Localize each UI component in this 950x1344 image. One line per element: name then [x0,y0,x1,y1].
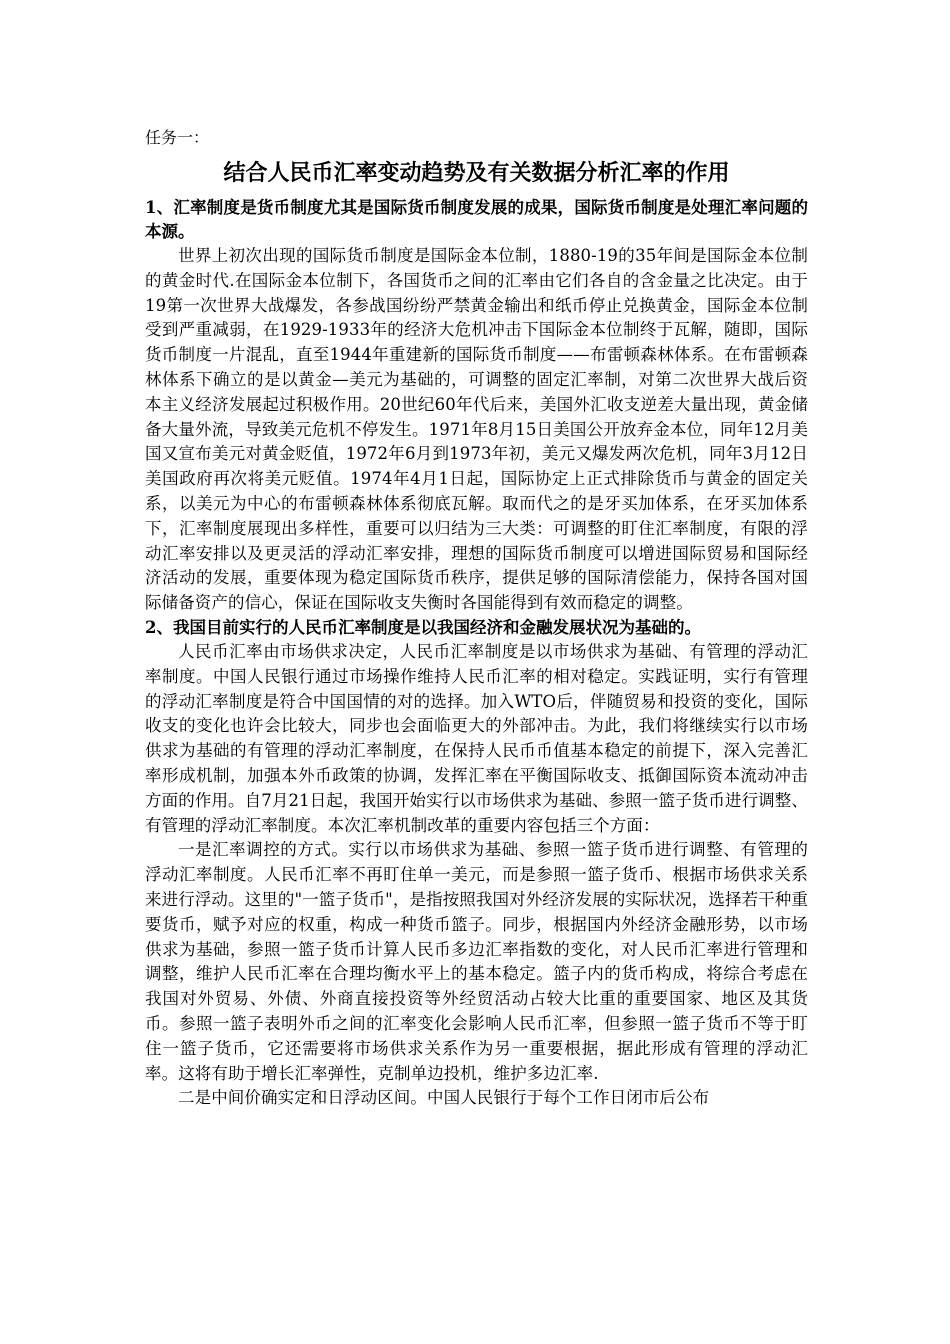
body-paragraph: 世界上初次出现的国际货币制度是国际金本位制，1880-19的35年间是国际金本位制的黄金时代.在国际金本位制下，各国货币之间的汇率由它们各自的含金量之比决定。由于19第一次世界大战爆发，各参战国纷纷严禁黄金输出和纸币停止兑换黄金，国际金本位制受到严重减弱，在1929-1933年的经济大危机冲击下国际金本位制终于瓦解，随即，国际货币制度一片混乱，直至1944年重建新的国际货币制度——布雷顿森林体系。在布雷顿森林体系下确立的是以黄金—美元为基础的，可调整的固定汇率制，对第二次世界大战后资本主义经济发展起过积极作用。20世纪60年代后来，美国外汇收支逆差大量出现，黄金储备大量外流，导致美元危机不停发生。1971年8月15日美国公开放弃金本位，同年12月美国又宣布美元对黄金贬值，1972年6月到1973年初，美元又爆发两次危机，同年3月12日美国政府再次将美元贬值。1974年4月1日起，国际协定上正式排除货币与黄金的固定关系，以美元为中心的布雷顿森林体系彻底瓦解。取而代之的是牙买加体系，在牙买加体系下，汇率制度展现出多样性，重要可以归结为三大类：可调整的盯住汇率制度，有限的浮动汇率安排以及更灵活的浮动汇率安排，理想的国际货币制度可以增进国际贸易和国际经济活动的发展，重要体现为稳定国际货币秩序，提供足够的国际清偿能力，保持各国对国际储备资产的信心，保证在国际收支失衡时各国能得到有效而稳定的调整。 [145,246,808,613]
body-paragraph: 人民币汇率由市场供求决定，人民币汇率制度是以市场供求为基础、有管理的浮动汇率制度。中国人民银行通过市场操作维持人民币汇率的相对稳定。实践证明，实行有管理的浮动汇率制度是符合中国国情的对的选择。加入WTO后，伴随贸易和投资的变化，国际收支的变化也许会比较大，同步也会面临更大的外部冲击。为此，我们将继续实行以市场供求为基础的有管理的浮动汇率制度，在保持人民币币值基本稳定的前提下，深入完善汇率形成机制，加强本外币政策的协调，发挥汇率在平衡国际收支、抵御国际资本流动冲击方面的作用。自7月21日起，我国开始实行以市场供求为基础、参照一篮子货币进行调整、有管理的浮动汇率制度。本次汇率机制改革的重要内容包括三个方面： [145,641,808,835]
section-heading: 1、汇率制度是货币制度尤其是国际货币制度发展的成果，国际货币制度是处理汇率问题的本源。 [145,198,808,241]
body-paragraph: 一是汇率调控的方式。实行以市场供求为基础、参照一篮子货币进行调整、有管理的浮动汇率制度。人民币汇率不再盯住单一美元，而是参照一篮子货币、根据市场供求关系来进行浮动。这里的"一篮子货币"，是指按照我国对外经济发展的实际状况，选择若干种重要货币，赋予对应的权重，构成一种货币篮子。同步，根据国内外经济金融形势，以市场供求为基础，参照一篮子货币计算人民币多边汇率指数的变化，对人民币汇率进行管理和调整，维护人民币汇率在合理均衡水平上的基本稳定。篮子内的货币构成，将综合考虑在我国对外贸易、外债、外商直接投资等外经贸活动占较大比重的重要国家、地区及其货币。参照一篮子表明外币之间的汇率变化会影响人民币汇率，但参照一篮子货币不等于盯住一篮子货币，它还需要将市场供求关系作为另一重要根据，据此形成有管理的浮动汇率。这将有助于增长汇率弹性，克制单边投机，维护多边汇率. [145,840,808,1083]
section-heading: 2、我国目前实行的人民币汇率制度是以我国经济和金融发展状况为基础的。 [145,617,701,637]
body-paragraph: 二是中间价确实定和日浮动区间。中国人民银行于每个工作日闭市后公布 [178,1088,710,1108]
document-title: 结合人民币汇率变动趋势及有关数据分析汇率的作用 [223,160,730,186]
task-label: 任务一： [145,128,210,147]
document-body [145,128,808,1111]
